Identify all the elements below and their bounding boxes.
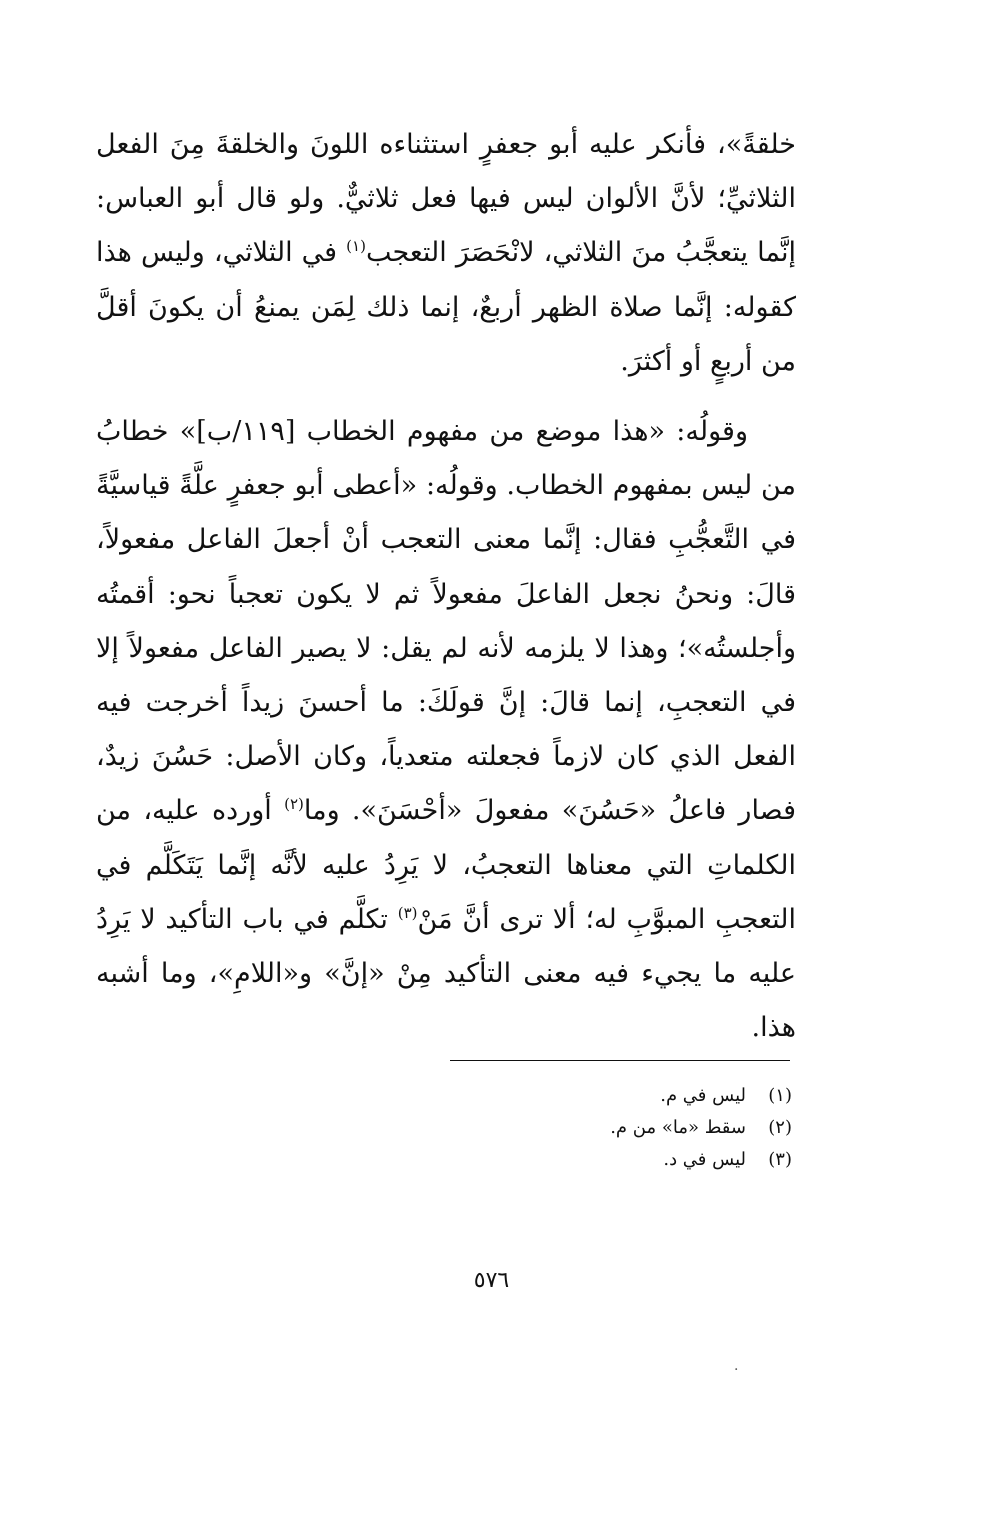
footnote-marker: (٢) bbox=[284, 795, 304, 814]
paragraph-text: أورده عليه، من الكلماتِ التي معناها التعجبُ، لا يَرِدُ عليه لأنَّه إنَّما يَتَكَلَّم في التعجبِ المبوَّبِ له؛ ألا ترى أنَّ مَنْ bbox=[96, 795, 796, 935]
paragraph bbox=[96, 118, 796, 389]
footnote-number: (١) bbox=[768, 1085, 792, 1106]
scan-speck: · bbox=[734, 1362, 739, 1378]
page-number: ٥٧٦ bbox=[473, 1268, 510, 1293]
footnote-text: ليس في م. bbox=[660, 1085, 746, 1106]
paragraph-text: في الثلاثي، وليس هذا كقوله: إنَّما صلاة الظهر أربعٌ، إنما ذلك لِمَن يمنعُ أن يكونَ أقلَّ من أربعٍ أو أكثرَ. bbox=[96, 237, 796, 377]
footnote-number: (٣) bbox=[768, 1149, 792, 1170]
paragraph-text: تكلَّم في باب التأكيد لا يَرِدُ عليه ما يجيء فيه معنى التأكيد مِنْ «إنَّ» و«اللامِ»، وما أشبه هذا. bbox=[96, 903, 796, 1044]
footnote-marker: (١) bbox=[346, 237, 366, 256]
footnote-number: (٢) bbox=[768, 1117, 792, 1138]
paragraph-text: وقولُه: «هذا موضع من مفهوم الخطاب [١١٩/ب]» خطابُ من ليس بمفهوم الخطاب. وقولُه: «أعطى أبو جعفرٍ علَّةً قياسيَّةً في التَّعجُّبِ فقال: إنَّما معنى التعجب أنْ أجعلَ الفاعل مفعولاً، قالَ: ونحنُ نجعل الفاعلَ مفعولاً ثم لا يكون تعجباً نحو: أقمتُه وأجلستُه»؛ وهذا لا يلزمه لأنه لم يقل: لا يصير الفاعل مفعولاً إلا في التعجبِ، إنما قالَ: إنَّ قولَكَ: ما أحسنَ زيداً أخرجت فيه الفعل الذي كان لازماً فجعلته متعدياً، وكان الأصل: حَسُنَ زيدٌ، فصار فاعلُ «حَسُنَ» مفعولَ «أحْسَنَ». وما bbox=[96, 416, 797, 827]
footnote bbox=[440, 1112, 792, 1144]
paragraph bbox=[96, 405, 796, 1055]
paragraph-text: خلقةً»، فأنكر عليه أبو جعفرٍ استثناءه اللونَ والخلقةَ مِنَ الفعل الثلاثيِّ؛ لأنَّ الألوان ليس فيها فعل ثلاثيٌّ. ولو قال أبو العباس: إنَّما يتعجَّبُ منَ الثلاثي، لانْحَصَرَ التعجب bbox=[96, 129, 796, 269]
main-text bbox=[96, 118, 796, 1055]
footnote-marker: (٣) bbox=[397, 903, 418, 922]
footnote bbox=[440, 1144, 792, 1176]
footnote bbox=[440, 1080, 792, 1112]
footnote-text: سقط «ما» من م. bbox=[610, 1117, 746, 1138]
footnote-separator bbox=[450, 1060, 790, 1061]
footnote-text: ليس في د. bbox=[663, 1149, 746, 1170]
footnotes bbox=[440, 1080, 792, 1176]
